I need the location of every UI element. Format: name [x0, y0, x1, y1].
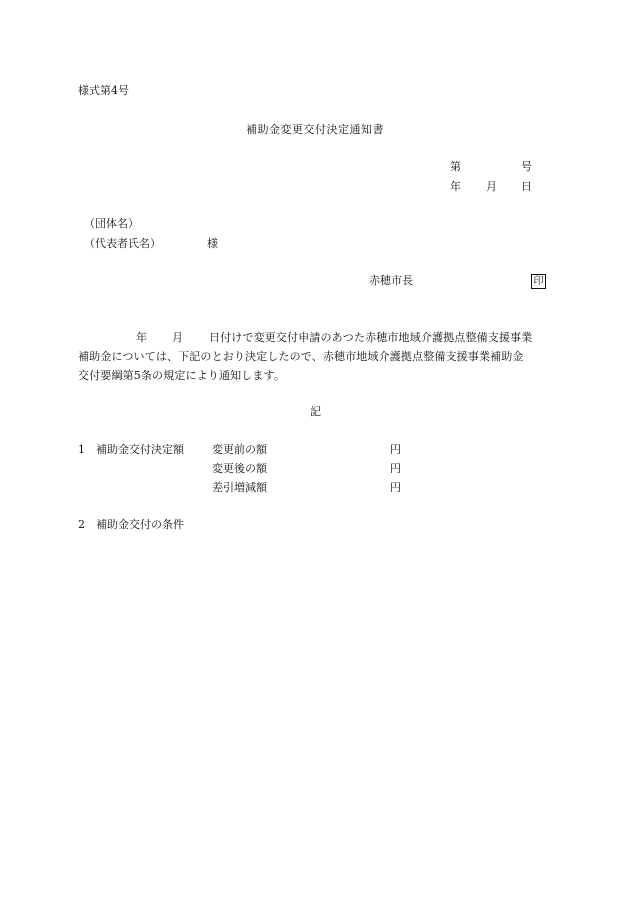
body-date-month: 月 — [172, 331, 183, 344]
date-day: 日 — [521, 180, 532, 193]
amount-row-label: 変更前の額 — [212, 443, 267, 456]
item-number: 1 — [78, 443, 85, 456]
amount-row-unit: 円 — [390, 481, 401, 494]
item-number: 2 — [78, 518, 85, 531]
body-line-1: 日付けで変更交付申請のあつた赤穂市地域介護拠点整備支援事業 — [209, 331, 533, 344]
item-label: 補助金交付決定額 — [96, 443, 184, 456]
seal-mark: 印 — [531, 274, 546, 289]
recipient-honorific: 様 — [207, 237, 218, 250]
recipient-representative: （代表者氏名） — [84, 237, 161, 250]
form-number: 様式第4号 — [78, 84, 129, 97]
document-title: 補助金変更交付決定通知書 — [246, 123, 384, 136]
amount-row-label: 変更後の額 — [212, 462, 267, 475]
item-label: 補助金交付の条件 — [96, 518, 184, 531]
body-line-3: 交付要綱第5条の規定により通知します。 — [78, 369, 285, 382]
issuer-name: 赤穂市長 — [369, 274, 413, 287]
amount-row-unit: 円 — [390, 443, 401, 456]
amount-row-unit: 円 — [390, 462, 401, 475]
body-date-year: 年 — [136, 331, 147, 344]
doc-number-prefix: 第 — [450, 160, 461, 173]
doc-number-suffix: 号 — [521, 160, 532, 173]
date-year: 年 — [450, 180, 461, 193]
date-month: 月 — [486, 180, 497, 193]
amount-row-label: 差引増減額 — [212, 481, 267, 494]
body-line-2: 補助金については、下記のとおり決定したので、赤穂市地域介護拠点整備支援事業補助金 — [78, 350, 524, 363]
ki-heading: 記 — [310, 405, 321, 418]
recipient-org: （団体名） — [84, 217, 139, 230]
